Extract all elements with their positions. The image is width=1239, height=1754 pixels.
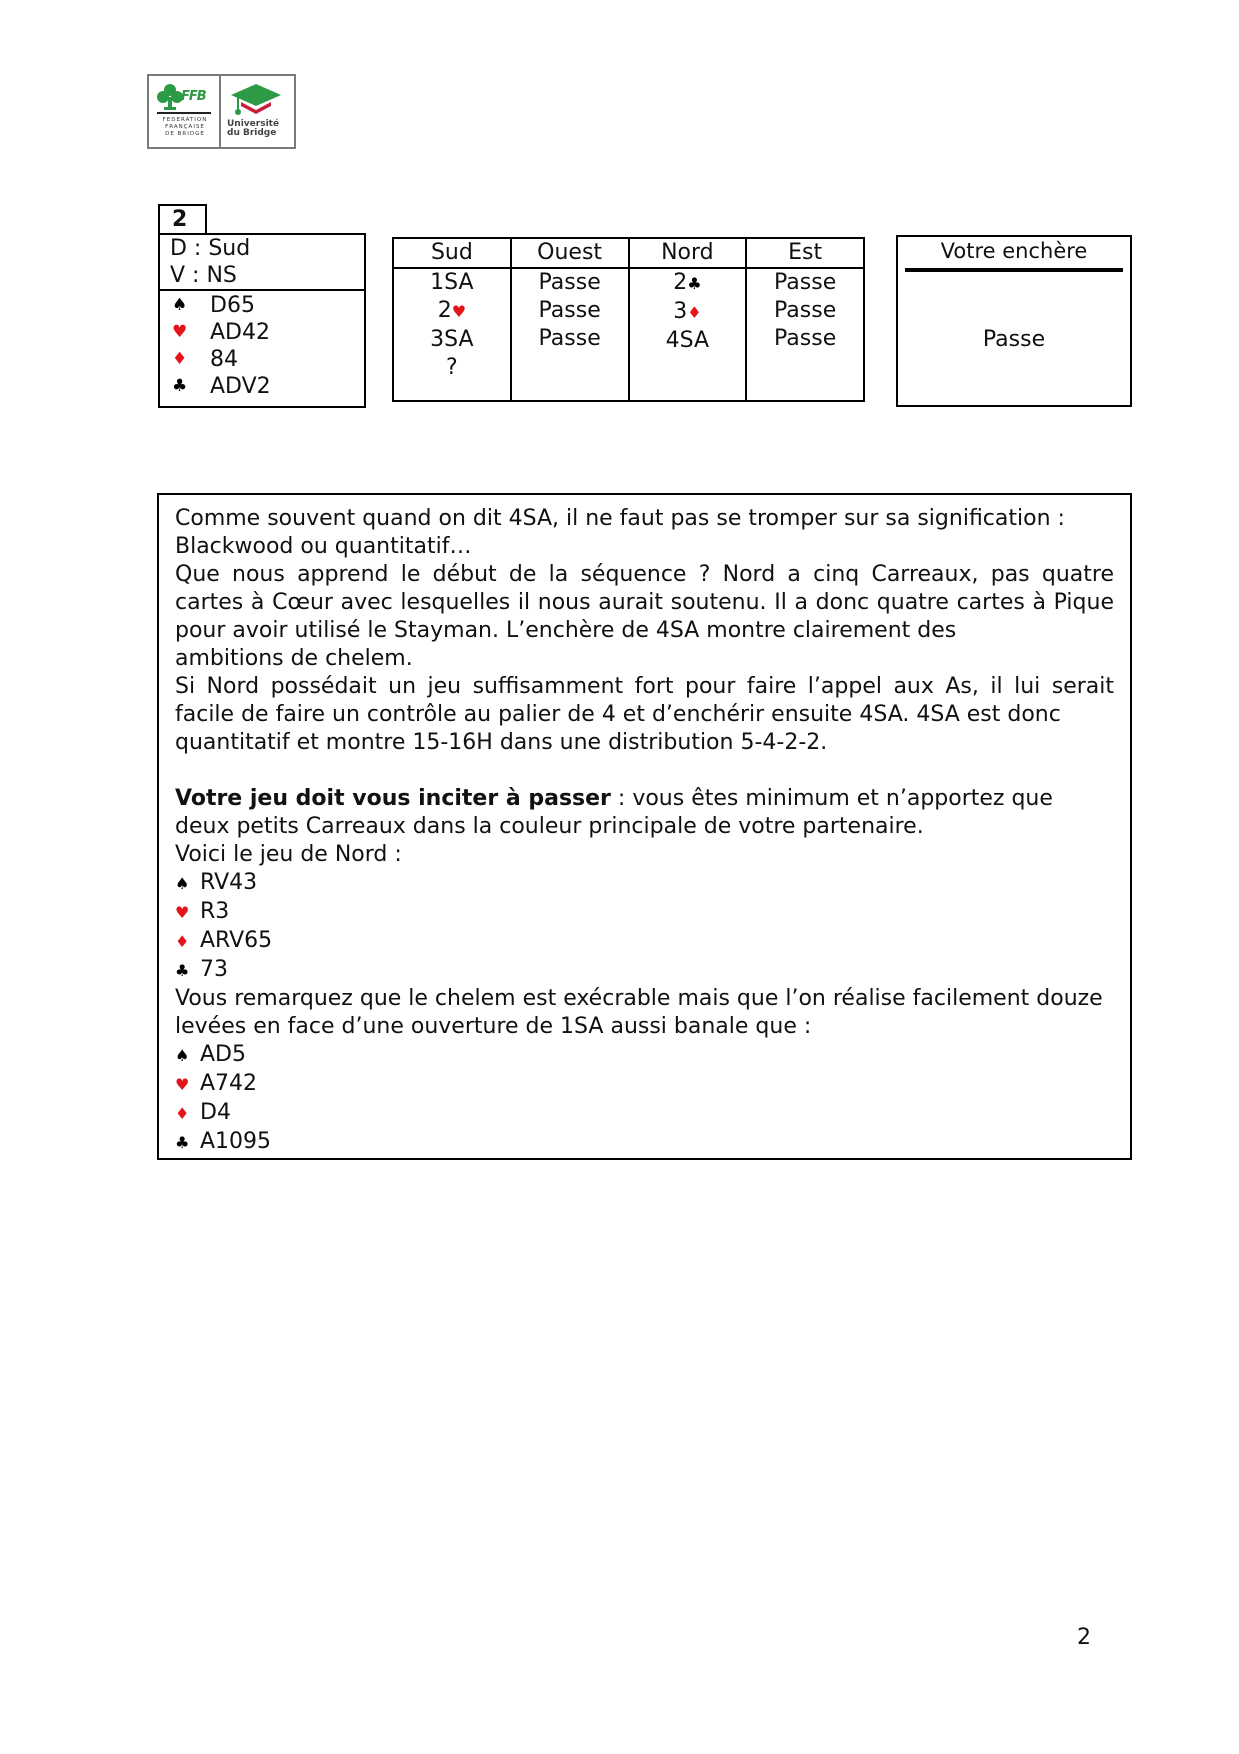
hand-cards: A742 <box>200 1071 258 1096</box>
diamond-icon: ♦ <box>172 349 188 369</box>
bid <box>747 269 863 297</box>
page-number: 2 <box>1077 1625 1091 1650</box>
hand-cards: A1095 <box>200 1129 272 1154</box>
hand-cards: 84 <box>210 347 238 372</box>
bid <box>512 297 628 325</box>
bid <box>394 297 510 326</box>
ffb-subtitle <box>155 117 215 138</box>
club-icon: ♣ <box>175 961 190 980</box>
bid-level: Passe <box>774 298 837 323</box>
bidding-column-nord <box>630 239 748 400</box>
bid-level: 1SA <box>430 270 474 295</box>
answer-value: Passe <box>982 327 1046 352</box>
bid <box>394 326 510 354</box>
comment-para3: Si Nord possédait un jeu suffisamment fort pour faire l’appel aux As, il lui serait facile de faire un contrôle au palier de 4 et d’enchérir ensuite 4SA. 4SA est donc <box>175 674 1114 727</box>
ffb-subtitle-line: DE BRIDGE <box>165 131 205 137</box>
university-line: Université <box>227 119 280 129</box>
bid-level: 4SA <box>665 328 710 353</box>
vulnerability-label: V : NS <box>170 263 237 288</box>
hand-line <box>175 1041 1114 1070</box>
bid <box>512 269 628 297</box>
bid-level: 2 <box>673 270 688 295</box>
deal-meta <box>160 235 364 291</box>
bidding-header: Sud <box>394 239 510 269</box>
comment-remark: Vous remarquez que le chelem est exécrable mais que l’on réalise facilement douze <box>175 986 1103 1011</box>
bid-level: 3SA <box>430 327 474 352</box>
hand-line <box>175 869 1114 898</box>
commentary-box <box>157 493 1132 1160</box>
comment-conclusion-last: deux petits Carreaux dans la couleur principale de votre partenaire. <box>175 814 924 839</box>
spacer <box>175 757 1114 785</box>
hand-line <box>175 956 1114 985</box>
bidding-bids <box>394 269 510 382</box>
ffb-logo-left <box>149 76 221 147</box>
comment-para3-last: quantitatif et montre 15-16H dans une distribution 5-4-2-2. <box>175 730 828 755</box>
bid-level: Passe <box>774 270 837 295</box>
heart-icon: ♥ <box>172 322 188 342</box>
diamond-icon: ♦ <box>175 1104 190 1123</box>
hand-row-clubs <box>160 373 364 400</box>
answer-box <box>896 235 1132 407</box>
bidding-header: Ouest <box>512 239 628 269</box>
hand-cards: D65 <box>210 293 255 318</box>
club-icon: ♣ <box>175 1133 190 1152</box>
bid <box>630 298 746 327</box>
conclusion-bold: Votre jeu doit vous inciter à passer <box>175 786 611 811</box>
university-line: du Bridge <box>227 128 277 138</box>
diamond-icon: ♦ <box>687 303 702 322</box>
comment-remark-last: levées en face d’une ouverture de 1SA aussi banale que : <box>175 1014 812 1039</box>
hand-cards: ARV65 <box>200 928 273 953</box>
hand-cards: 73 <box>200 957 228 982</box>
comment-para2: Que nous apprend le début de la séquence ? Nord a cinq Carreaux, pas quatre cartes à Cœur avec lesquelles il nous aurait soutenu. Il a donc quatre cartes à Pique pour avoir utilisé le Stayman. L’enchère de 4SA montre clairement des <box>175 562 1114 643</box>
deal-info-box <box>158 233 366 408</box>
hand-cards: D4 <box>200 1100 231 1125</box>
heart-icon: ♥ <box>175 1075 190 1094</box>
deal-number: 2 <box>158 204 207 235</box>
club-icon: ♣ <box>172 376 188 396</box>
heart-icon: ♥ <box>451 302 467 321</box>
comment-para1-line2: Blackwood ou quantitatif… <box>175 534 472 559</box>
hand-cards: AD5 <box>200 1042 246 1067</box>
spade-icon: ♠ <box>172 295 188 315</box>
bid-level: 2 <box>437 298 452 323</box>
answer-title: Votre enchère <box>940 239 1088 263</box>
bidding-column-sud <box>394 239 512 400</box>
bid <box>512 325 628 353</box>
north-hand <box>175 869 1114 985</box>
bidding-header: Est <box>747 239 863 269</box>
ffb-acronym: FFB <box>181 89 206 104</box>
bid <box>747 325 863 353</box>
bid <box>394 354 510 382</box>
heart-icon: ♥ <box>175 903 190 922</box>
hand-cards: AD42 <box>210 320 270 345</box>
south-hand-example <box>175 1041 1114 1157</box>
answer-divider <box>905 268 1123 272</box>
bid <box>630 269 746 298</box>
diamond-icon: ♦ <box>175 932 190 951</box>
bidding-bids <box>630 269 746 355</box>
hand-cards: RV43 <box>200 870 258 895</box>
north-intro: Voici le jeu de Nord : <box>175 842 402 867</box>
tree-club-icon <box>157 83 183 111</box>
bid <box>630 327 746 355</box>
spade-icon: ♠ <box>175 1046 190 1065</box>
bid <box>747 297 863 325</box>
comment-para2-last: ambitions de chelem. <box>175 646 413 671</box>
ffb-logo <box>147 74 296 149</box>
hand-line <box>175 1099 1114 1128</box>
bid-level: Passe <box>538 326 601 351</box>
bidding-table <box>392 237 865 402</box>
university-logo <box>221 76 294 147</box>
hand-line <box>175 1070 1114 1099</box>
graduation-cap-icon <box>231 84 281 118</box>
logo-divider <box>157 112 211 114</box>
hand-row-diamonds <box>160 346 364 373</box>
comment-conclusion <box>175 785 1114 813</box>
bidding-bids <box>747 269 863 353</box>
hand-line <box>175 898 1114 927</box>
spade-icon: ♠ <box>175 874 190 893</box>
comment-para1-line1: Comme souvent quand on dit 4SA, il ne faut pas se tromper sur sa signification : <box>175 506 1065 531</box>
bid-level: ? <box>446 355 458 380</box>
hand-row-spades <box>160 292 364 319</box>
hand-line <box>175 1128 1114 1157</box>
bid-level: Passe <box>538 298 601 323</box>
university-name <box>227 120 279 138</box>
bid <box>394 269 510 297</box>
dealer-label: D : Sud <box>170 236 251 261</box>
club-icon: ♣ <box>687 274 702 293</box>
south-hand <box>160 291 364 400</box>
ffb-subtitle-line: FEDERATION <box>162 117 208 123</box>
hand-row-hearts <box>160 319 364 346</box>
bidding-column-est <box>747 239 863 400</box>
bidding-header: Nord <box>630 239 746 269</box>
hand-cards: R3 <box>200 899 230 924</box>
conclusion-rest: : vous êtes minimum et n’apportez que <box>610 786 1053 811</box>
bid-level: 3 <box>673 299 688 324</box>
bid-level: Passe <box>774 326 837 351</box>
bid-level: Passe <box>538 270 601 295</box>
bidding-column-ouest <box>512 239 630 400</box>
ffb-subtitle-line: FRANÇAISE <box>165 124 205 130</box>
hand-line <box>175 927 1114 956</box>
hand-cards: ADV2 <box>210 374 271 399</box>
bidding-bids <box>512 269 628 353</box>
